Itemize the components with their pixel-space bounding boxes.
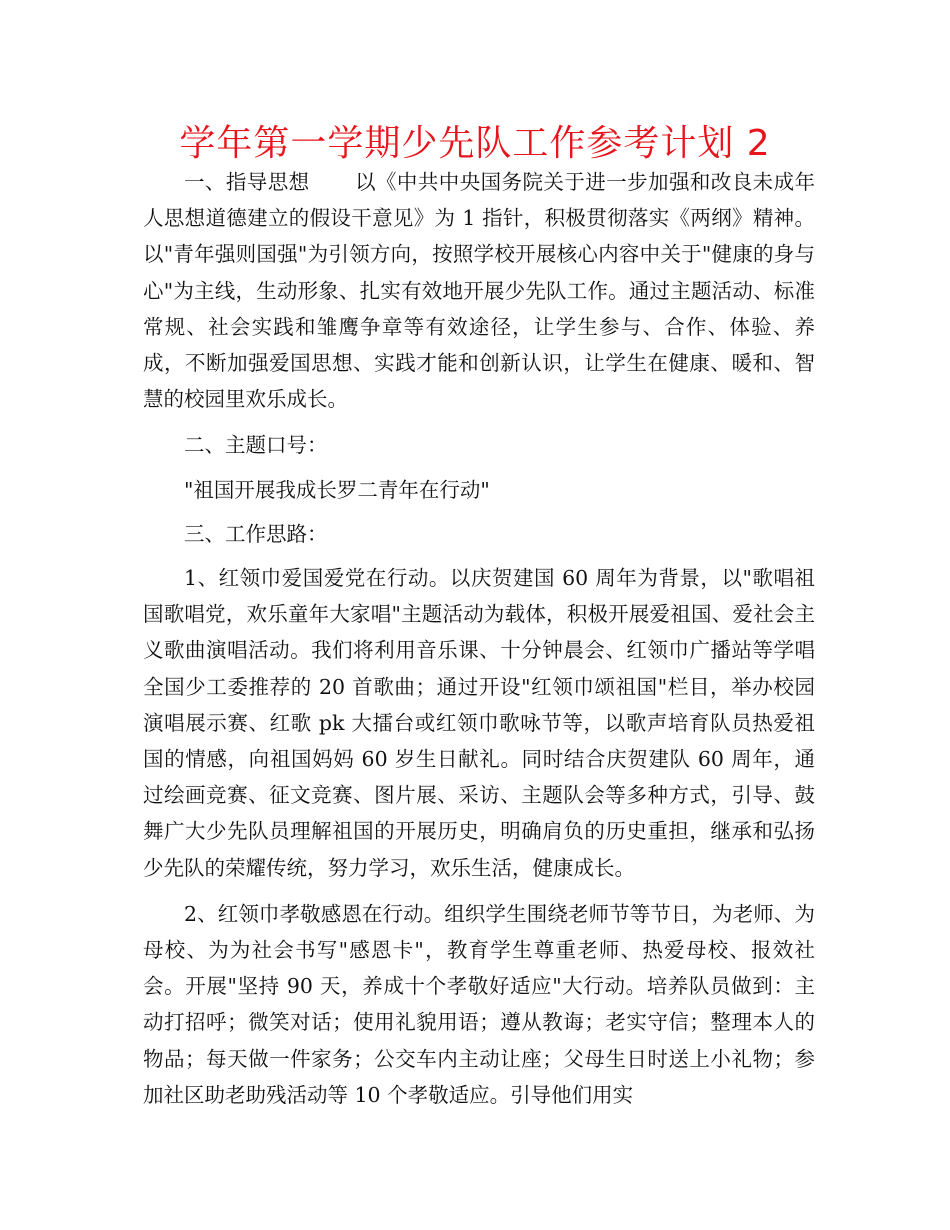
section2-slogan: "祖国开展我成长罗二青年在行动" [184,477,490,502]
section2-heading: 二、主题口号： [184,433,328,458]
work-item-2: 2、红领巾孝敬感恩在行动。组织学生围绕老师节等节日，为老师、为母校、为为社会书写"感恩卡"，教育学生尊重老师、热爱母校、报效社会。开展"坚持 90 天，养成十个孝敬好适应"大行动。培养队员做到：主动打招呼；微笑对话；使用礼貌用语；遵从教诲；老实守信；整理本人的物品；每天做一件家务；公交车内主动让座；父母生日时送上小礼物；参加社区助老助残活动等 10 个孝敬适应。引导他们用实 [143,901,815,1107]
document-body [143,164,815,1123]
section1-heading: 一、指导思想 [184,170,310,194]
section3-heading: 三、工作思路： [184,521,328,546]
section1-text: 以《中共中央国务院关于进一步加强和改良未成年人思想道德建立的假设干意见》为 1 指针，积极贯彻落实《两纲》精神。以"青年强则国强"为引领方向，按照学校开展核心内容中关于"健康的身与心"为主线，生动形象、扎实有效地开展少先队工作。通过主题活动、标准常规、社会实践和雏鹰争章等有效途径，让学生参与、合作、体验、养成，不断加强爱国思想、实践才能和创新认识，让学生在健康、暖和、智慧的校园里欢乐成长。 [143,170,816,412]
work-item-1: 1、红领巾爱国爱党在行动。以庆贺建国 60 周年为背景，以"歌唱祖国歌唱党，欢乐童年大家唱"主题活动为载体，积极开展爱祖国、爱社会主义歌曲演唱活动。我们将利用音乐课、十分钟晨会、红领巾广播站等学唱全国少工委推荐的 20 首歌曲；通过开设"红领巾颂祖国"栏目，举办校园演唱展示赛、红歌 pk 大擂台或红领巾歌咏节等，以歌声培育队员热爱祖国的情感，向祖国妈妈 60 岁生日献礼。同时结合庆贺建队 60 周年，通过绘画竞赛、征文竞赛、图片展、采访、主题队会等多种方式，引导、鼓舞广大少先队员理解祖国的开展历史，明确肩负的历史重担，继承和弘扬少先队的荣耀传统，努力学习，欢乐生活，健康成长。 [143,566,815,880]
document-title: 学年第一学期少先队工作参考计划 2 [179,123,771,164]
section1-paragraph [143,164,815,417]
